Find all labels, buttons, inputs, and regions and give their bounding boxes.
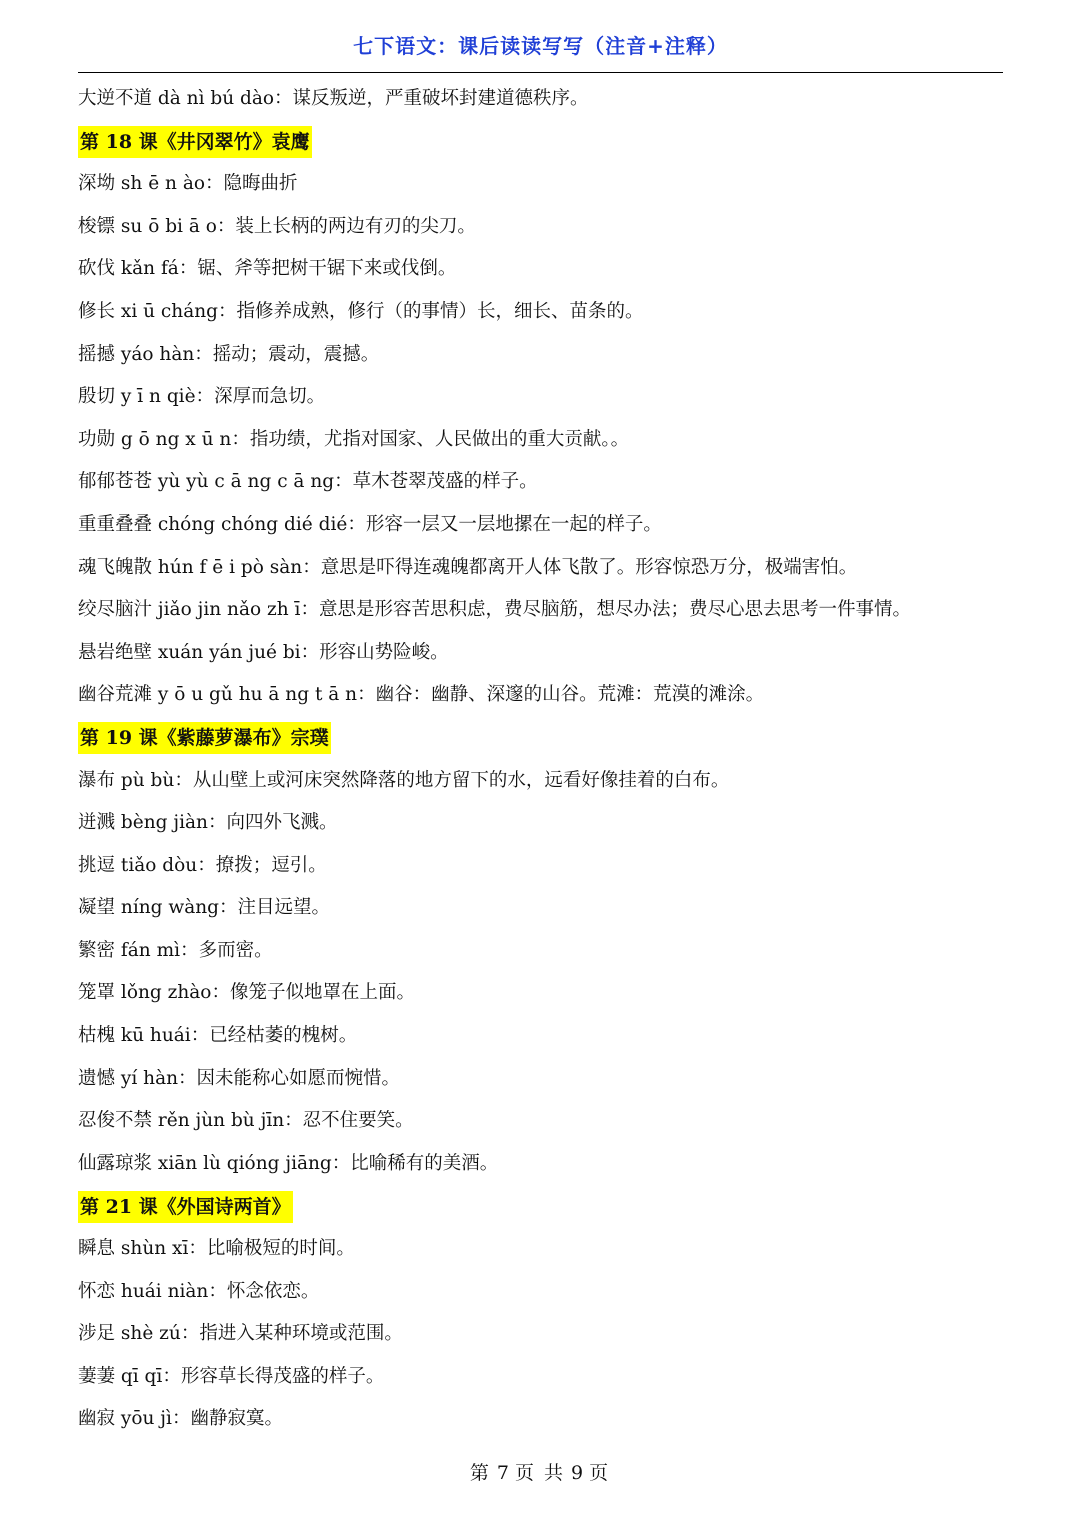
vocab-separator: ： <box>219 897 238 919</box>
vocab-word: 悬岩绝壁 <box>78 641 153 663</box>
vocab-pinyin: dà nì bú dào <box>157 88 275 109</box>
footer-total-pages: 9 <box>571 1462 584 1484</box>
page-header-title: 七下语文：课后读读写写（注音+注释） <box>353 34 728 58</box>
vocab-pinyin: pù bù <box>120 769 175 791</box>
vocab-meaning: 比喻极短的时间。 <box>206 1238 355 1260</box>
vocab-meaning: 谋反叛逆，严重破坏封建道德秩序。 <box>292 88 589 109</box>
vocab-separator: ： <box>190 1025 210 1047</box>
vocab-entry <box>78 760 1008 803</box>
vocab-entry <box>78 1015 1008 1058</box>
vocab-meaning: 像笼子似地罩在上面。 <box>229 982 415 1004</box>
vocab-separator: ： <box>208 1280 227 1302</box>
vocab-pinyin: kū huái <box>120 1025 191 1047</box>
vocab-pinyin: yù yù c ā ng c ā ng <box>157 471 335 493</box>
vocab-separator: ： <box>171 1408 191 1430</box>
vocab-pinyin: qī qī <box>120 1365 163 1387</box>
footer-suffix: 页 <box>589 1462 611 1484</box>
vocabulary-list <box>78 78 1008 1441</box>
vocab-pinyin: níng wàng <box>120 897 219 919</box>
vocab-meaning: 幽静寂寞。 <box>190 1408 283 1430</box>
vocab-word: 繁密 <box>78 939 116 961</box>
vocab-word: 挑逗 <box>78 854 116 876</box>
vocab-word: 重重叠叠 <box>78 513 153 535</box>
vocab-entry <box>78 589 1008 632</box>
vocab-pinyin: jiǎo jin nǎo zh ī <box>157 599 301 621</box>
vocab-entry <box>78 206 1008 249</box>
vocab-meaning: 形容山势险峻。 <box>319 641 449 663</box>
vocab-meaning: 已经枯萎的槐树。 <box>209 1025 358 1047</box>
vocab-entry <box>78 930 1008 973</box>
vocab-pinyin: xi ū cháng <box>120 300 218 322</box>
footer-middle: 页 共 <box>514 1462 566 1484</box>
vocab-pinyin: sh ē n ào <box>120 173 205 195</box>
vocab-meaning: 撩拨；逗引。 <box>215 854 327 876</box>
vocab-meaning: 深厚而急切。 <box>214 386 326 408</box>
vocab-entry <box>78 802 1008 845</box>
vocab-entry <box>78 291 1008 334</box>
vocab-word: 遗憾 <box>78 1067 116 1089</box>
vocab-meaning: 意思是吓得连魂魄都离开人体飞散了。形容惊恐万分，极端害怕。 <box>320 556 858 578</box>
vocab-pinyin: fán mì <box>120 939 181 961</box>
vocab-separator: ： <box>216 215 236 237</box>
vocab-entry <box>78 248 1008 291</box>
vocab-word: 殷切 <box>78 386 116 408</box>
vocab-entry <box>78 972 1008 1015</box>
vocab-meaning: 向四外飞溅。 <box>226 812 338 834</box>
vocab-entry <box>78 1271 1008 1314</box>
vocab-word: 梭镖 <box>78 215 116 237</box>
vocab-meaning: 形容一层又一层地摞在一起的样子。 <box>365 513 662 535</box>
vocab-meaning: 草木苍翠茂盛的样子。 <box>352 471 538 493</box>
vocab-word: 大逆不道 <box>78 88 153 109</box>
vocab-meaning: 因未能称心如愿而惋惜。 <box>196 1067 401 1089</box>
vocab-entry <box>78 1100 1008 1143</box>
vocab-pinyin: lǒng zhào <box>120 982 212 1004</box>
vocab-pinyin: kǎn fá <box>120 258 179 280</box>
vocab-meaning: 注目远望。 <box>237 897 331 919</box>
header-divider <box>78 72 1003 73</box>
vocab-meaning: 指进入某种环境或范围。 <box>199 1323 403 1345</box>
lesson-heading: 第 18 课《井冈翠竹》袁鹰 <box>78 126 312 158</box>
vocab-word: 笼罩 <box>78 982 116 1004</box>
vocab-meaning: 从山壁上或河床突然降落的地方留下的水，远看好像挂着的白布。 <box>192 769 730 791</box>
vocab-entry <box>78 419 1008 462</box>
lesson-heading: 第 21 课《外国诗两首》 <box>78 1191 293 1223</box>
vocab-word: 魂飞魄散 <box>78 556 153 578</box>
vocab-word: 凝望 <box>78 897 116 919</box>
vocab-separator: ： <box>274 88 293 109</box>
vocab-entry <box>78 1058 1008 1101</box>
vocab-pinyin: tiǎo dòu <box>120 854 198 876</box>
vocab-entry <box>78 1143 1008 1186</box>
vocab-word: 仙露琼浆 <box>78 1152 153 1174</box>
vocab-entry <box>78 504 1008 547</box>
vocab-separator: ： <box>302 556 321 578</box>
footer-prefix: 第 <box>469 1462 491 1484</box>
vocab-word: 郁郁苍苍 <box>78 471 153 493</box>
vocab-entry <box>78 1313 1008 1356</box>
vocab-separator: ： <box>211 982 230 1004</box>
vocab-entry <box>78 376 1008 419</box>
vocab-word: 迸溅 <box>78 812 116 834</box>
vocab-entry <box>78 461 1008 504</box>
vocab-entry <box>78 1356 1008 1399</box>
vocab-meaning: 形容草长得茂盛的样子。 <box>180 1365 385 1387</box>
vocab-word: 瀑布 <box>78 769 116 791</box>
vocab-entry <box>78 632 1008 675</box>
vocab-word: 忍俊不禁 <box>78 1110 153 1132</box>
vocab-meaning: 比喻稀有的美酒。 <box>350 1152 499 1174</box>
vocab-word: 枯槐 <box>78 1025 116 1047</box>
vocab-separator: ： <box>347 513 366 535</box>
vocab-meaning: 装上长柄的两边有刃的尖刀。 <box>235 215 476 237</box>
vocab-meaning: 指功绩，尤指对国家、人民做出的重大贡献。。 <box>249 428 630 450</box>
vocab-entry <box>78 1228 1008 1271</box>
vocab-meaning: 隐晦曲折 <box>223 173 298 195</box>
vocab-separator: ： <box>334 471 353 493</box>
vocab-entry <box>78 845 1008 888</box>
vocab-word: 幽寂 <box>78 1408 116 1430</box>
vocab-pinyin: y ō u gǔ hu ā ng t ā n <box>157 684 358 706</box>
vocab-separator: ： <box>195 386 215 408</box>
vocab-meaning: 忍不住要笑。 <box>302 1110 414 1132</box>
vocab-separator: ： <box>188 1238 207 1260</box>
vocab-pinyin: shùn xī <box>120 1238 189 1260</box>
vocab-separator: ： <box>331 1152 351 1174</box>
vocab-word: 怀恋 <box>78 1280 116 1302</box>
vocab-separator: ： <box>162 1365 181 1387</box>
vocab-separator: ： <box>180 1323 200 1345</box>
vocab-entry <box>78 78 1008 121</box>
vocab-separator: ： <box>284 1110 303 1132</box>
lesson-heading-row <box>78 1185 1008 1228</box>
lesson-heading: 第 19 课《紫藤萝瀑布》宗璞 <box>78 722 331 754</box>
vocab-entry <box>78 547 1008 590</box>
vocab-pinyin: yáo hàn <box>120 343 195 365</box>
vocab-separator: ： <box>300 599 319 621</box>
vocab-meaning: 多而密。 <box>198 939 273 961</box>
vocab-meaning: 幽谷：幽静、深邃的山谷。荒滩：荒漠的滩涂。 <box>375 684 765 706</box>
vocab-word: 涉足 <box>78 1323 116 1345</box>
vocab-pinyin: y ī n qiè <box>120 386 196 408</box>
vocab-separator: ： <box>357 684 376 706</box>
vocab-separator: ： <box>197 854 216 876</box>
vocab-separator: ： <box>231 428 250 450</box>
vocab-pinyin: huái niàn <box>120 1280 209 1302</box>
vocab-separator: ： <box>180 939 199 961</box>
vocab-word: 砍伐 <box>78 258 116 280</box>
vocab-pinyin: shè zú <box>120 1323 181 1345</box>
vocab-meaning: 指修养成熟，修行（的事情）长，细长、苗条的。 <box>236 300 644 322</box>
vocab-entry <box>78 674 1008 717</box>
vocab-word: 功勋 <box>78 428 116 450</box>
vocab-pinyin: yōu jì <box>120 1408 172 1430</box>
vocab-entry <box>78 1398 1008 1441</box>
vocab-separator: ： <box>178 258 198 280</box>
vocab-word: 幽谷荒滩 <box>78 684 153 706</box>
vocab-separator: ： <box>300 641 320 663</box>
vocab-entry <box>78 163 1008 206</box>
vocab-pinyin: yí hàn <box>120 1067 179 1089</box>
vocab-separator: ： <box>174 769 193 791</box>
vocab-separator: ： <box>194 343 213 365</box>
vocab-separator: ： <box>205 173 224 195</box>
vocab-word: 摇撼 <box>78 343 116 365</box>
vocab-pinyin: xiān lù qióng jiāng <box>157 1152 332 1174</box>
vocab-pinyin: bèng jiàn <box>120 812 208 834</box>
vocab-separator: ： <box>218 300 237 322</box>
vocab-meaning: 锯、斧等把树干锯下来或伐倒。 <box>197 258 457 280</box>
vocab-entry <box>78 887 1008 930</box>
vocab-word: 修长 <box>78 300 116 322</box>
page-footer <box>0 1458 1080 1485</box>
vocab-word: 绞尽脑汁 <box>78 599 153 621</box>
vocab-word: 深坳 <box>78 173 116 195</box>
vocab-pinyin: su ō bi ā o <box>120 215 217 237</box>
vocab-pinyin: chóng chóng dié dié <box>157 513 348 535</box>
vocab-pinyin: g ō ng x ū n <box>120 428 232 450</box>
vocab-pinyin: rěn jùn bù jīn <box>157 1110 285 1132</box>
lesson-heading-row <box>78 717 1008 760</box>
vocab-meaning: 摇动；震动，震撼。 <box>212 343 380 365</box>
vocab-separator: ： <box>178 1067 197 1089</box>
vocab-pinyin: hún f ē i pò sàn <box>157 556 303 578</box>
vocab-entry <box>78 334 1008 377</box>
vocab-meaning: 怀念依恋。 <box>226 1280 320 1302</box>
vocab-word: 萋萋 <box>78 1365 116 1387</box>
vocab-pinyin: xuán yán jué bi <box>157 641 301 663</box>
lesson-heading-row <box>78 121 1008 164</box>
footer-page-number: 7 <box>496 1462 509 1484</box>
vocab-word: 瞬息 <box>78 1238 116 1260</box>
vocab-separator: ： <box>207 812 227 834</box>
vocab-meaning: 意思是形容苦思积虑，费尽脑筋，想尽办法；费尽心思去思考一件事情。 <box>319 599 912 621</box>
